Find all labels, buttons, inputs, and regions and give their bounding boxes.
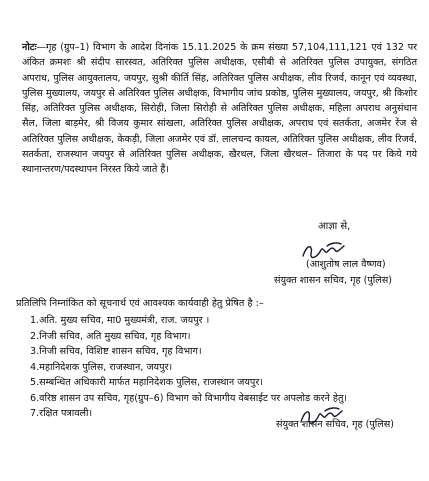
note-body: —गृह (ग्रुप–1) विभाग के आदेश दिनांक 15.11.2025 के क्रम संख्या 57,104,111,121 एवं 132 पर अंकित क्रमशः श्री संदीप सारस्वत, अतिरिक्त पुलिस अधीक्षक, एसीबी से अतिरिक्त पुलिस उपायुक्त, संगठित अपराध, पुलिस आयुक्तालय, जयपुर, सुश्री कीर्ति सिंह, अतिरिक्त पुलिस अधीक्षक, लीव रिजर्व, कानून एवं व्यवस्था, पुलिस मुख्यालय, जयपुर से अतिरिक्त पुलिस अधीक्षक, विभागीय जांच प्रकोष्ठ, पुलिस मुख्यालय, जयपुर, श्री किशोर सिंह, अतिरिक्त पुलिस अधीक्षक, सिरोही, जिला सिरोही से अतिरिक्त पुलिस अधीक्षक, महिला अपराध अनुसंधान सैल, जिला बाड़मेर, श्री विजय कुमार सांखला, अतिरिक्त पुलिस अधीक्षक, अपराध एवं सतर्कता, अजमेर रेंज से अतिरिक्त पुलिस अधीक्षक, केकड़ी, जिला अजमेर एवं डॉ. लालचन्द कायल, अतिरिक्त पुलिस अधीक्षक, लीव रिजर्व, सतर्कता, राजस्थान जयपुर से अतिरिक्त पुलिस अधीक्षक, खैरथल, जिला खैरथल– तिजारा के पद पर किये गये स्थानान्तरण/पदस्थापन निरस्त किये जाते हैं। <box>22 42 417 176</box>
note-label: नोटः <box>22 42 37 53</box>
list-item: 5.सम्बन्धित अधिकारी मार्फत महानिदेशक पुलिस, राजस्थान जयपुर। <box>30 377 263 388</box>
list-item: 2.निजी सचिव, अति मुख्य सचिव, गृह विभाग। <box>30 330 191 342</box>
list-item: 3.निजी सचिव, विशिष्ट शासन सचिव, गृह विभाग। <box>30 346 202 357</box>
transfer-cancellation-note <box>22 40 417 178</box>
signatory-designation-copy: संयुक्त शासन सचिव, गृह (पुलिस) <box>276 419 395 430</box>
list-item: 7.रक्षित पत्रावली। <box>30 408 93 419</box>
signatory-designation: संयुक्त शासन सचिव, गृह (पुलिस) <box>274 275 393 286</box>
list-item: 4.महानिदेशक पुलिस, राजस्थान, जयपुर। <box>30 361 173 373</box>
by-order-line: आज्ञा से, <box>318 221 351 232</box>
copy-recipient-list <box>30 313 418 422</box>
copy-forwarded-intro: प्रतिलिपि निम्नांकित को सूचनार्थ एवं आवश्यक कार्यवाही हेतु प्रेषित है :– <box>16 298 264 309</box>
signatory-name: (आशुतोष लाल वैष्णव) <box>306 259 386 270</box>
list-item: 6.वरिष्ठ शासन उप सचिव, गृह(ग्रुप–6) विभाग को विभागीय वेबसाईट पर अपलोड करने हेतु। <box>30 392 348 404</box>
list-item: 1.अति. मुख्य सचिव, मा0 मुख्यमंत्री, राज. जयपुर । <box>30 315 210 326</box>
